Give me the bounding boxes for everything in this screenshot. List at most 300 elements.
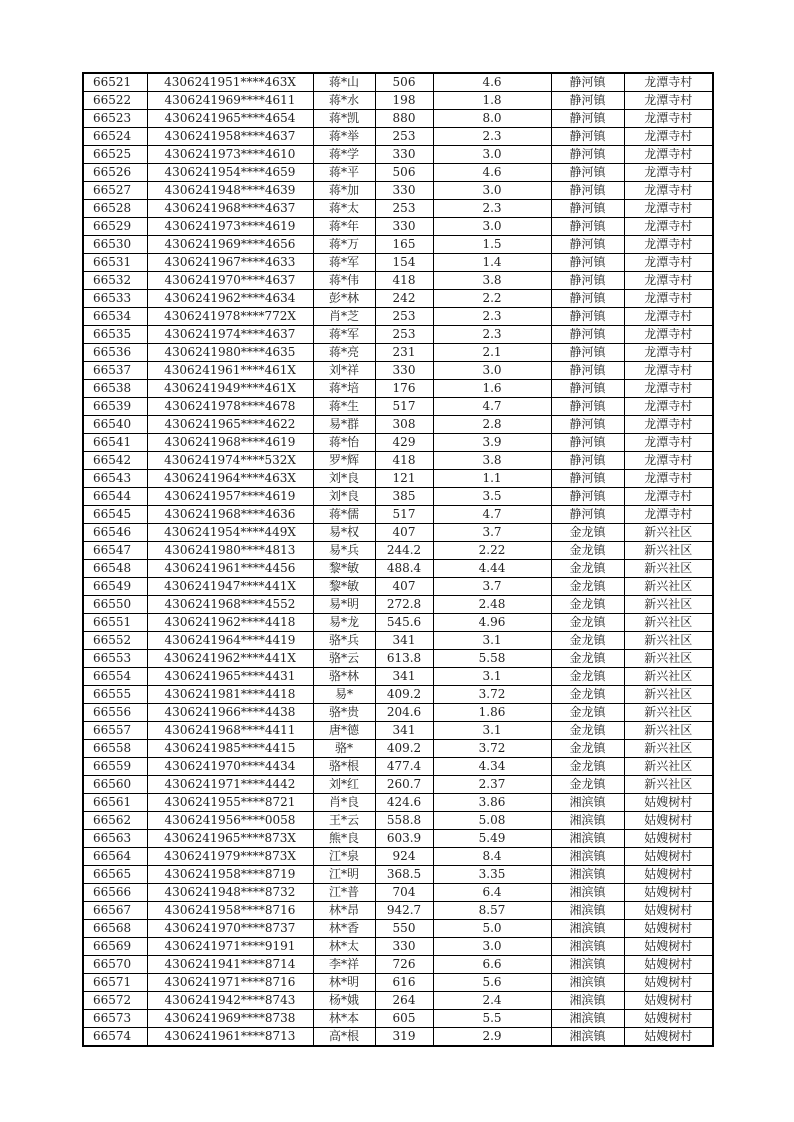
name-cell: 蒋*太 <box>313 200 375 218</box>
id-number-cell: 4306241971****4442 <box>147 776 313 794</box>
area-cell: 264 <box>375 992 433 1010</box>
name-cell: 骆* <box>313 740 375 758</box>
name-cell: 蒋*培 <box>313 380 375 398</box>
table-row <box>83 668 713 686</box>
amount-cell: 2.37 <box>433 776 551 794</box>
table-row <box>83 758 713 776</box>
id-number-cell: 4306241969****4656 <box>147 236 313 254</box>
amount-cell: 3.0 <box>433 938 551 956</box>
id-number-cell: 4306241968****4411 <box>147 722 313 740</box>
amount-cell: 3.72 <box>433 686 551 704</box>
town-cell: 湘滨镇 <box>551 812 624 830</box>
village-cell: 姑嫂树村 <box>624 992 713 1010</box>
row-number-cell: 66574 <box>83 1028 147 1047</box>
id-number-cell: 4306241978****772X <box>147 308 313 326</box>
amount-cell: 8.4 <box>433 848 551 866</box>
town-cell: 金龙镇 <box>551 614 624 632</box>
row-number-cell: 66555 <box>83 686 147 704</box>
row-number-cell: 66558 <box>83 740 147 758</box>
row-number-cell: 66531 <box>83 254 147 272</box>
amount-cell: 5.49 <box>433 830 551 848</box>
village-cell: 龙潭寺村 <box>624 200 713 218</box>
row-number-cell: 66561 <box>83 794 147 812</box>
village-cell: 姑嫂树村 <box>624 902 713 920</box>
village-cell: 龙潭寺村 <box>624 344 713 362</box>
id-number-cell: 4306241961****4456 <box>147 560 313 578</box>
id-number-cell: 4306241971****8716 <box>147 974 313 992</box>
village-cell: 龙潭寺村 <box>624 380 713 398</box>
row-number-cell: 66567 <box>83 902 147 920</box>
village-cell: 姑嫂树村 <box>624 794 713 812</box>
area-cell: 308 <box>375 416 433 434</box>
town-cell: 金龙镇 <box>551 758 624 776</box>
village-cell: 龙潭寺村 <box>624 434 713 452</box>
name-cell: 肖*良 <box>313 794 375 812</box>
amount-cell: 3.35 <box>433 866 551 884</box>
town-cell: 静河镇 <box>551 326 624 344</box>
town-cell: 湘滨镇 <box>551 830 624 848</box>
village-cell: 姑嫂树村 <box>624 920 713 938</box>
name-cell: 蒋*加 <box>313 182 375 200</box>
name-cell: 王*云 <box>313 812 375 830</box>
town-cell: 金龙镇 <box>551 542 624 560</box>
town-cell: 静河镇 <box>551 362 624 380</box>
area-cell: 341 <box>375 668 433 686</box>
area-cell: 198 <box>375 92 433 110</box>
area-cell: 330 <box>375 146 433 164</box>
name-cell: 易*龙 <box>313 614 375 632</box>
row-number-cell: 66542 <box>83 452 147 470</box>
name-cell: 李*祥 <box>313 956 375 974</box>
amount-cell: 3.8 <box>433 272 551 290</box>
amount-cell: 2.8 <box>433 416 551 434</box>
id-number-cell: 4306241951****463X <box>147 73 313 92</box>
area-cell: 253 <box>375 308 433 326</box>
town-cell: 湘滨镇 <box>551 884 624 902</box>
village-cell: 姑嫂树村 <box>624 812 713 830</box>
amount-cell: 5.08 <box>433 812 551 830</box>
village-cell: 龙潭寺村 <box>624 362 713 380</box>
id-number-cell: 4306241962****441X <box>147 650 313 668</box>
table-row <box>83 614 713 632</box>
village-cell: 姑嫂树村 <box>624 956 713 974</box>
row-number-cell: 66527 <box>83 182 147 200</box>
town-cell: 静河镇 <box>551 164 624 182</box>
area-cell: 330 <box>375 218 433 236</box>
table-row <box>83 722 713 740</box>
id-number-cell: 4306241974****532X <box>147 452 313 470</box>
town-cell: 静河镇 <box>551 73 624 92</box>
area-cell: 341 <box>375 722 433 740</box>
id-number-cell: 4306241966****4438 <box>147 704 313 722</box>
area-cell: 880 <box>375 110 433 128</box>
id-number-cell: 4306241949****461X <box>147 380 313 398</box>
amount-cell: 4.7 <box>433 506 551 524</box>
town-cell: 静河镇 <box>551 416 624 434</box>
village-cell: 龙潭寺村 <box>624 398 713 416</box>
name-cell: 林*香 <box>313 920 375 938</box>
row-number-cell: 66547 <box>83 542 147 560</box>
amount-cell: 2.1 <box>433 344 551 362</box>
name-cell: 蒋*伟 <box>313 272 375 290</box>
area-cell: 418 <box>375 452 433 470</box>
area-cell: 272.8 <box>375 596 433 614</box>
table-row <box>83 470 713 488</box>
town-cell: 金龙镇 <box>551 524 624 542</box>
area-cell: 488.4 <box>375 560 433 578</box>
town-cell: 金龙镇 <box>551 722 624 740</box>
village-cell: 龙潭寺村 <box>624 326 713 344</box>
row-number-cell: 66530 <box>83 236 147 254</box>
amount-cell: 2.3 <box>433 200 551 218</box>
village-cell: 新兴社区 <box>624 542 713 560</box>
id-number-cell: 4306241962****4634 <box>147 290 313 308</box>
table-row <box>83 650 713 668</box>
row-number-cell: 66572 <box>83 992 147 1010</box>
village-cell: 新兴社区 <box>624 758 713 776</box>
amount-cell: 8.0 <box>433 110 551 128</box>
name-cell: 蒋*怡 <box>313 434 375 452</box>
village-cell: 新兴社区 <box>624 650 713 668</box>
area-cell: 517 <box>375 398 433 416</box>
id-number-cell: 4306241969****8738 <box>147 1010 313 1028</box>
row-number-cell: 66529 <box>83 218 147 236</box>
table-body <box>83 73 713 1046</box>
table-row <box>83 236 713 254</box>
table-row <box>83 398 713 416</box>
amount-cell: 5.58 <box>433 650 551 668</box>
town-cell: 静河镇 <box>551 488 624 506</box>
table-row <box>83 416 713 434</box>
amount-cell: 4.96 <box>433 614 551 632</box>
name-cell: 蒋*万 <box>313 236 375 254</box>
id-number-cell: 4306241973****4619 <box>147 218 313 236</box>
amount-cell: 3.1 <box>433 668 551 686</box>
row-number-cell: 66556 <box>83 704 147 722</box>
row-number-cell: 66571 <box>83 974 147 992</box>
table-row <box>83 380 713 398</box>
area-cell: 407 <box>375 524 433 542</box>
id-number-cell: 4306241968****4636 <box>147 506 313 524</box>
name-cell: 江*明 <box>313 866 375 884</box>
village-cell: 新兴社区 <box>624 632 713 650</box>
row-number-cell: 66524 <box>83 128 147 146</box>
area-cell: 253 <box>375 128 433 146</box>
name-cell: 江*泉 <box>313 848 375 866</box>
id-number-cell: 4306241958****8719 <box>147 866 313 884</box>
name-cell: 刘*良 <box>313 470 375 488</box>
town-cell: 湘滨镇 <box>551 794 624 812</box>
village-cell: 龙潭寺村 <box>624 236 713 254</box>
name-cell: 骆*云 <box>313 650 375 668</box>
amount-cell: 2.2 <box>433 290 551 308</box>
amount-cell: 3.0 <box>433 146 551 164</box>
village-cell: 龙潭寺村 <box>624 182 713 200</box>
table-row <box>83 956 713 974</box>
table-row <box>83 596 713 614</box>
town-cell: 静河镇 <box>551 146 624 164</box>
amount-cell: 3.7 <box>433 578 551 596</box>
village-cell: 新兴社区 <box>624 614 713 632</box>
row-number-cell: 66559 <box>83 758 147 776</box>
area-cell: 409.2 <box>375 740 433 758</box>
id-number-cell: 4306241954****4659 <box>147 164 313 182</box>
id-number-cell: 4306241978****4678 <box>147 398 313 416</box>
name-cell: 易*兵 <box>313 542 375 560</box>
name-cell: 蒋*举 <box>313 128 375 146</box>
area-cell: 319 <box>375 1028 433 1047</box>
id-number-cell: 4306241947****441X <box>147 578 313 596</box>
table-row <box>83 686 713 704</box>
town-cell: 静河镇 <box>551 434 624 452</box>
town-cell: 静河镇 <box>551 290 624 308</box>
id-number-cell: 4306241942****8743 <box>147 992 313 1010</box>
row-number-cell: 66569 <box>83 938 147 956</box>
village-cell: 龙潭寺村 <box>624 488 713 506</box>
area-cell: 477.4 <box>375 758 433 776</box>
name-cell: 林*本 <box>313 1010 375 1028</box>
id-number-cell: 4306241970****4434 <box>147 758 313 776</box>
id-number-cell: 4306241970****4637 <box>147 272 313 290</box>
village-cell: 龙潭寺村 <box>624 290 713 308</box>
name-cell: 骆*兵 <box>313 632 375 650</box>
table-row <box>83 452 713 470</box>
row-number-cell: 66541 <box>83 434 147 452</box>
amount-cell: 3.1 <box>433 722 551 740</box>
id-number-cell: 4306241961****461X <box>147 362 313 380</box>
id-number-cell: 4306241954****449X <box>147 524 313 542</box>
name-cell: 彭*林 <box>313 290 375 308</box>
name-cell: 蒋*年 <box>313 218 375 236</box>
table-row <box>83 92 713 110</box>
table-row <box>83 938 713 956</box>
village-cell: 新兴社区 <box>624 668 713 686</box>
amount-cell: 8.57 <box>433 902 551 920</box>
town-cell: 金龙镇 <box>551 704 624 722</box>
table-row <box>83 902 713 920</box>
row-number-cell: 66540 <box>83 416 147 434</box>
name-cell: 熊*良 <box>313 830 375 848</box>
village-cell: 龙潭寺村 <box>624 146 713 164</box>
town-cell: 静河镇 <box>551 92 624 110</box>
id-number-cell: 4306241979****873X <box>147 848 313 866</box>
table-row <box>83 848 713 866</box>
id-number-cell: 4306241981****4418 <box>147 686 313 704</box>
table-row <box>83 974 713 992</box>
id-number-cell: 4306241985****4415 <box>147 740 313 758</box>
id-number-cell: 4306241958****8716 <box>147 902 313 920</box>
amount-cell: 2.3 <box>433 326 551 344</box>
row-number-cell: 66521 <box>83 73 147 92</box>
town-cell: 静河镇 <box>551 398 624 416</box>
town-cell: 静河镇 <box>551 200 624 218</box>
id-number-cell: 4306241970****8737 <box>147 920 313 938</box>
table-row <box>83 308 713 326</box>
id-number-cell: 4306241969****4611 <box>147 92 313 110</box>
id-number-cell: 4306241961****8713 <box>147 1028 313 1047</box>
village-cell: 姑嫂树村 <box>624 866 713 884</box>
row-number-cell: 66539 <box>83 398 147 416</box>
village-cell: 姑嫂树村 <box>624 830 713 848</box>
village-cell: 姑嫂树村 <box>624 938 713 956</box>
area-cell: 121 <box>375 470 433 488</box>
table-row <box>83 434 713 452</box>
town-cell: 湘滨镇 <box>551 848 624 866</box>
name-cell: 蒋*水 <box>313 92 375 110</box>
town-cell: 湘滨镇 <box>551 920 624 938</box>
area-cell: 330 <box>375 938 433 956</box>
village-cell: 姑嫂树村 <box>624 1028 713 1047</box>
town-cell: 静河镇 <box>551 344 624 362</box>
area-cell: 605 <box>375 1010 433 1028</box>
table-row <box>83 506 713 524</box>
village-cell: 新兴社区 <box>624 722 713 740</box>
amount-cell: 1.5 <box>433 236 551 254</box>
town-cell: 静河镇 <box>551 182 624 200</box>
town-cell: 金龙镇 <box>551 740 624 758</box>
village-cell: 龙潭寺村 <box>624 128 713 146</box>
area-cell: 603.9 <box>375 830 433 848</box>
town-cell: 静河镇 <box>551 470 624 488</box>
village-cell: 姑嫂树村 <box>624 1010 713 1028</box>
table-row <box>83 290 713 308</box>
name-cell: 高*根 <box>313 1028 375 1047</box>
table-row <box>83 110 713 128</box>
town-cell: 湘滨镇 <box>551 992 624 1010</box>
table-row <box>83 830 713 848</box>
table-row <box>83 524 713 542</box>
amount-cell: 4.6 <box>433 164 551 182</box>
amount-cell: 1.6 <box>433 380 551 398</box>
row-number-cell: 66535 <box>83 326 147 344</box>
village-cell: 新兴社区 <box>624 560 713 578</box>
area-cell: 176 <box>375 380 433 398</box>
table-row <box>83 776 713 794</box>
amount-cell: 6.6 <box>433 956 551 974</box>
row-number-cell: 66544 <box>83 488 147 506</box>
name-cell: 肖*芝 <box>313 308 375 326</box>
area-cell: 616 <box>375 974 433 992</box>
amount-cell: 2.22 <box>433 542 551 560</box>
id-number-cell: 4306241967****4633 <box>147 254 313 272</box>
row-number-cell: 66526 <box>83 164 147 182</box>
name-cell: 蒋*山 <box>313 73 375 92</box>
row-number-cell: 66560 <box>83 776 147 794</box>
area-cell: 942.7 <box>375 902 433 920</box>
area-cell: 409.2 <box>375 686 433 704</box>
area-cell: 368.5 <box>375 866 433 884</box>
table-row <box>83 578 713 596</box>
row-number-cell: 66548 <box>83 560 147 578</box>
village-cell: 龙潭寺村 <box>624 218 713 236</box>
area-cell: 330 <box>375 362 433 380</box>
table-row <box>83 560 713 578</box>
amount-cell: 1.1 <box>433 470 551 488</box>
area-cell: 260.7 <box>375 776 433 794</box>
name-cell: 刘*良 <box>313 488 375 506</box>
area-cell: 418 <box>375 272 433 290</box>
row-number-cell: 66573 <box>83 1010 147 1028</box>
area-cell: 242 <box>375 290 433 308</box>
row-number-cell: 66528 <box>83 200 147 218</box>
village-cell: 龙潭寺村 <box>624 110 713 128</box>
table-row <box>83 1010 713 1028</box>
town-cell: 静河镇 <box>551 128 624 146</box>
row-number-cell: 66570 <box>83 956 147 974</box>
name-cell: 骆*林 <box>313 668 375 686</box>
id-number-cell: 4306241948****8732 <box>147 884 313 902</box>
area-cell: 613.8 <box>375 650 433 668</box>
area-cell: 506 <box>375 164 433 182</box>
id-number-cell: 4306241968****4637 <box>147 200 313 218</box>
row-number-cell: 66568 <box>83 920 147 938</box>
amount-cell: 3.86 <box>433 794 551 812</box>
village-cell: 新兴社区 <box>624 524 713 542</box>
name-cell: 杨*娥 <box>313 992 375 1010</box>
amount-cell: 2.48 <box>433 596 551 614</box>
area-cell: 407 <box>375 578 433 596</box>
table-row <box>83 326 713 344</box>
id-number-cell: 4306241968****4552 <box>147 596 313 614</box>
village-cell: 姑嫂树村 <box>624 848 713 866</box>
area-cell: 244.2 <box>375 542 433 560</box>
village-cell: 姑嫂树村 <box>624 974 713 992</box>
row-number-cell: 66566 <box>83 884 147 902</box>
table-row <box>83 73 713 92</box>
table-row <box>83 866 713 884</box>
name-cell: 蒋*儒 <box>313 506 375 524</box>
amount-cell: 2.3 <box>433 128 551 146</box>
town-cell: 静河镇 <box>551 308 624 326</box>
area-cell: 924 <box>375 848 433 866</box>
row-number-cell: 66538 <box>83 380 147 398</box>
id-number-cell: 4306241980****4635 <box>147 344 313 362</box>
town-cell: 湘滨镇 <box>551 938 624 956</box>
amount-cell: 5.6 <box>433 974 551 992</box>
table-row <box>83 128 713 146</box>
row-number-cell: 66549 <box>83 578 147 596</box>
row-number-cell: 66552 <box>83 632 147 650</box>
table-row <box>83 794 713 812</box>
row-number-cell: 66545 <box>83 506 147 524</box>
name-cell: 唐*德 <box>313 722 375 740</box>
row-number-cell: 66533 <box>83 290 147 308</box>
town-cell: 湘滨镇 <box>551 866 624 884</box>
name-cell: 蒋*学 <box>313 146 375 164</box>
amount-cell: 3.0 <box>433 362 551 380</box>
area-cell: 341 <box>375 632 433 650</box>
village-cell: 龙潭寺村 <box>624 92 713 110</box>
name-cell: 刘*祥 <box>313 362 375 380</box>
row-number-cell: 66557 <box>83 722 147 740</box>
amount-cell: 3.1 <box>433 632 551 650</box>
town-cell: 静河镇 <box>551 110 624 128</box>
town-cell: 湘滨镇 <box>551 1010 624 1028</box>
area-cell: 558.8 <box>375 812 433 830</box>
row-number-cell: 66523 <box>83 110 147 128</box>
id-number-cell: 4306241958****4637 <box>147 128 313 146</box>
id-number-cell: 4306241962****4418 <box>147 614 313 632</box>
name-cell: 罗*辉 <box>313 452 375 470</box>
name-cell: 易*权 <box>313 524 375 542</box>
row-number-cell: 66532 <box>83 272 147 290</box>
town-cell: 静河镇 <box>551 380 624 398</box>
table-row <box>83 884 713 902</box>
town-cell: 金龙镇 <box>551 596 624 614</box>
town-cell: 湘滨镇 <box>551 1028 624 1047</box>
amount-cell: 3.8 <box>433 452 551 470</box>
amount-cell: 2.3 <box>433 308 551 326</box>
